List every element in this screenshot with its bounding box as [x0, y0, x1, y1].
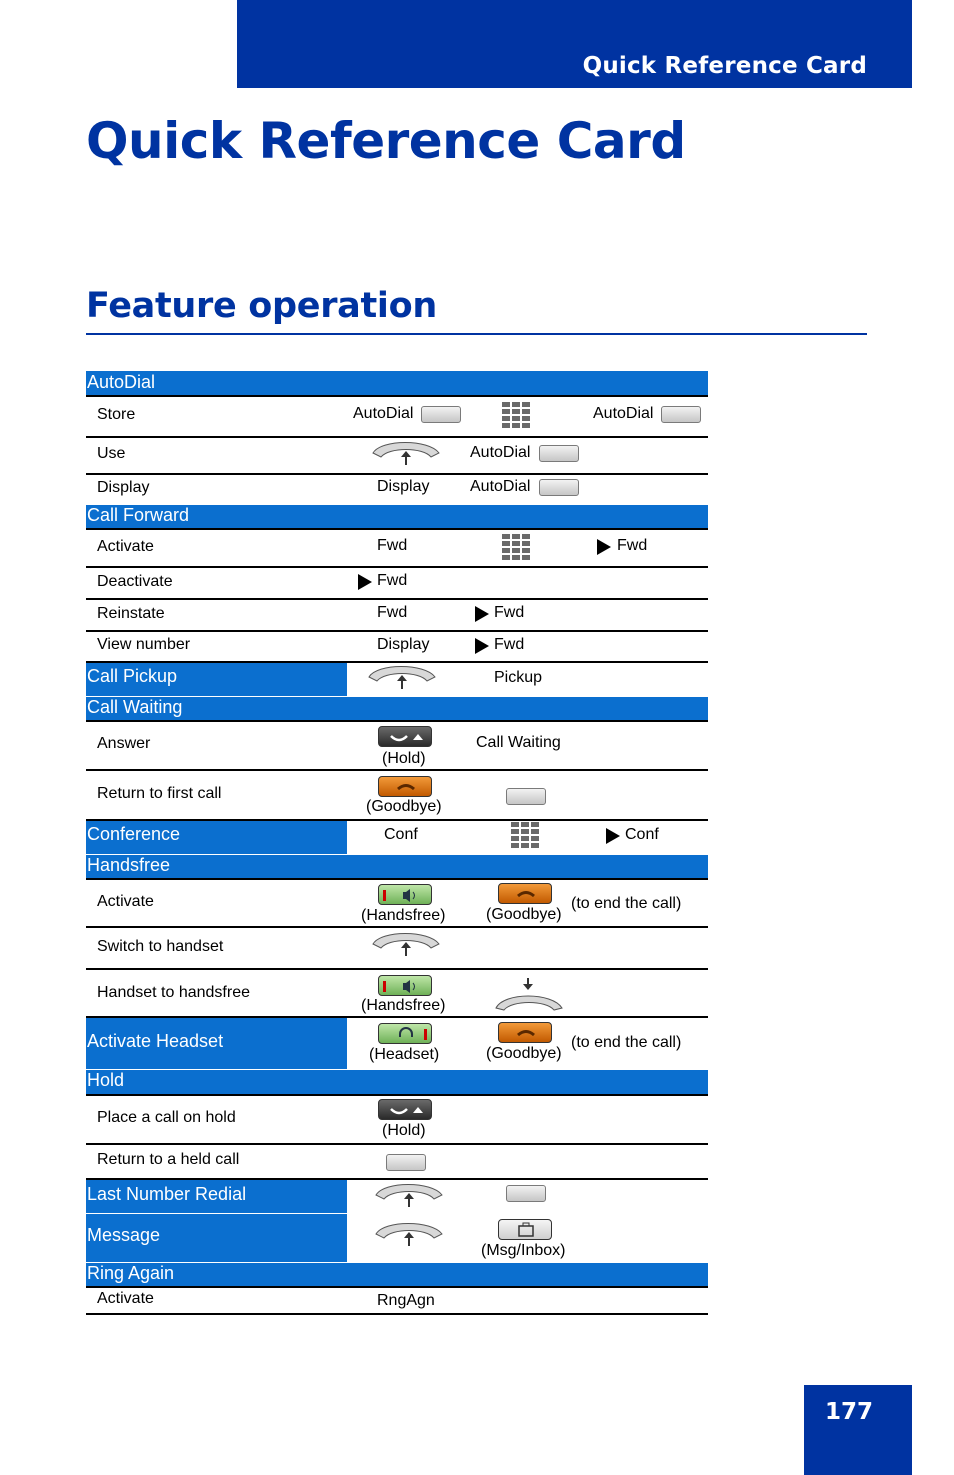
autodial-label: AutoDial — [470, 478, 531, 495]
navigation-arrow-icon — [597, 539, 611, 555]
page-title: Quick Reference Card — [86, 112, 686, 170]
headset-caption: (Headset) — [369, 1046, 440, 1063]
section-rule — [86, 333, 867, 335]
display-label: Display — [377, 478, 430, 495]
pickup-label: Pickup — [494, 669, 543, 686]
section-label: Handsfree — [87, 855, 171, 875]
section-title: Feature operation — [86, 286, 437, 326]
handset-icon — [374, 1222, 444, 1248]
autodial-key-icon — [539, 445, 579, 462]
dialpad-icon — [510, 822, 540, 849]
section-hold — [86, 1070, 708, 1094]
goodbye-key-icon — [378, 776, 432, 797]
row-rule — [86, 436, 708, 438]
page-number: 177 — [825, 1399, 874, 1425]
msg-inbox-caption: (Msg/Inbox) — [481, 1242, 566, 1259]
goodbye-caption: (Goodbye) — [366, 798, 442, 815]
row-rule — [86, 630, 708, 632]
fwd-label: Fwd — [377, 572, 408, 589]
dialpad-icon — [501, 402, 531, 429]
section-ring-again — [86, 1263, 708, 1286]
handset-icon — [371, 932, 441, 958]
row-place-on-hold: Place a call on hold — [97, 1109, 236, 1126]
row-display: Display — [97, 479, 150, 496]
section-label: Call Forward — [87, 505, 190, 525]
section-label: Ring Again — [87, 1263, 175, 1283]
row-reinstate: Reinstate — [97, 605, 165, 622]
fwd-label: Fwd — [377, 604, 408, 621]
handsfree-key-icon — [378, 975, 432, 996]
row-view-number: View number — [97, 636, 191, 653]
fwd-label: Fwd — [494, 636, 525, 653]
row-rule — [86, 720, 708, 722]
section-label: Call Pickup — [87, 666, 178, 686]
section-handsfree — [86, 855, 708, 878]
goodbye-key-icon — [498, 883, 552, 904]
row-activate: Activate — [97, 538, 154, 555]
row-store: Store — [97, 406, 136, 423]
conf-label: Conf — [384, 826, 418, 843]
row-rule — [86, 1094, 708, 1096]
autodial-label: AutoDial — [593, 405, 654, 422]
row-rule — [86, 1286, 708, 1288]
autodial-key-icon — [539, 479, 579, 496]
section-label: Activate Headset — [87, 1031, 224, 1051]
row-handset-to-handsfree: Handset to handsfree — [97, 984, 250, 1001]
goodbye-key-icon — [498, 1022, 552, 1043]
row-rule — [86, 926, 708, 928]
section-label: Conference — [87, 824, 181, 844]
handset-down-icon — [494, 978, 564, 1012]
fwd-label: Fwd — [494, 604, 525, 621]
section-label: AutoDial — [87, 372, 156, 392]
headset-key-icon — [378, 1023, 432, 1044]
row-rule — [86, 473, 708, 475]
navigation-arrow-icon — [475, 606, 489, 622]
fwd-label: Fwd — [617, 537, 648, 554]
soft-key-icon — [386, 1154, 426, 1171]
row-rule — [86, 769, 708, 771]
navigation-arrow-icon — [475, 638, 489, 654]
page-number-box — [804, 1385, 912, 1475]
section-call-forward — [86, 505, 708, 528]
hold-caption: (Hold) — [382, 750, 426, 767]
row-rule — [86, 598, 708, 600]
display-label: Display — [377, 636, 430, 653]
section-label: Message — [87, 1225, 161, 1245]
hold-caption: (Hold) — [382, 1122, 426, 1139]
goodbye-caption: (Goodbye) — [486, 906, 562, 923]
handsfree-caption: (Handsfree) — [361, 907, 446, 924]
header-bar — [237, 0, 912, 88]
autodial-key-icon — [661, 406, 701, 423]
row-rule — [86, 566, 708, 568]
message-key-icon — [498, 1219, 552, 1240]
handsfree-key-icon — [378, 884, 432, 905]
handsfree-caption: (Handsfree) — [361, 997, 446, 1014]
conf-label: Conf — [625, 826, 659, 843]
autodial-label: AutoDial — [470, 444, 531, 461]
section-autodial — [86, 371, 708, 395]
fwd-label: Fwd — [377, 537, 408, 554]
rngagn-label: RngAgn — [377, 1292, 435, 1309]
autodial-key-icon — [421, 406, 461, 423]
handset-icon — [367, 665, 437, 691]
row-rule — [86, 528, 708, 530]
autodial-label: AutoDial — [353, 405, 414, 422]
row-activate: Activate — [97, 893, 154, 910]
row-return-first-call: Return to first call — [97, 785, 222, 802]
navigation-arrow-icon — [358, 574, 372, 590]
goodbye-caption: (Goodbye) — [486, 1045, 562, 1062]
row-use: Use — [97, 445, 126, 462]
dialpad-icon — [501, 534, 531, 561]
row-deactivate: Deactivate — [97, 573, 173, 590]
soft-key-icon — [506, 788, 546, 805]
row-rule — [86, 1143, 708, 1145]
soft-key-icon — [506, 1185, 546, 1202]
hold-key-icon — [378, 726, 432, 747]
header-title: Quick Reference Card — [582, 53, 867, 79]
row-answer: Answer — [97, 735, 151, 752]
row-return-held-call: Return to a held call — [97, 1151, 240, 1168]
section-label: Last Number Redial — [87, 1184, 247, 1204]
hold-key-icon — [378, 1099, 432, 1120]
row-activate: Activate — [97, 1290, 154, 1307]
handset-icon — [374, 1183, 444, 1209]
end-call-label: (to end the call) — [571, 1034, 682, 1051]
section-call-waiting — [86, 697, 708, 720]
end-call-label: (to end the call) — [571, 895, 682, 912]
row-rule — [86, 968, 708, 970]
section-label: Hold — [87, 1070, 125, 1090]
row-rule — [86, 395, 708, 397]
row-rule — [86, 878, 708, 880]
call-waiting-label: Call Waiting — [476, 734, 561, 751]
section-label: Call Waiting — [87, 697, 183, 717]
row-switch-to-handset: Switch to handset — [97, 938, 224, 955]
row-rule — [86, 1313, 708, 1315]
handset-icon — [371, 441, 441, 467]
navigation-arrow-icon — [606, 828, 620, 844]
